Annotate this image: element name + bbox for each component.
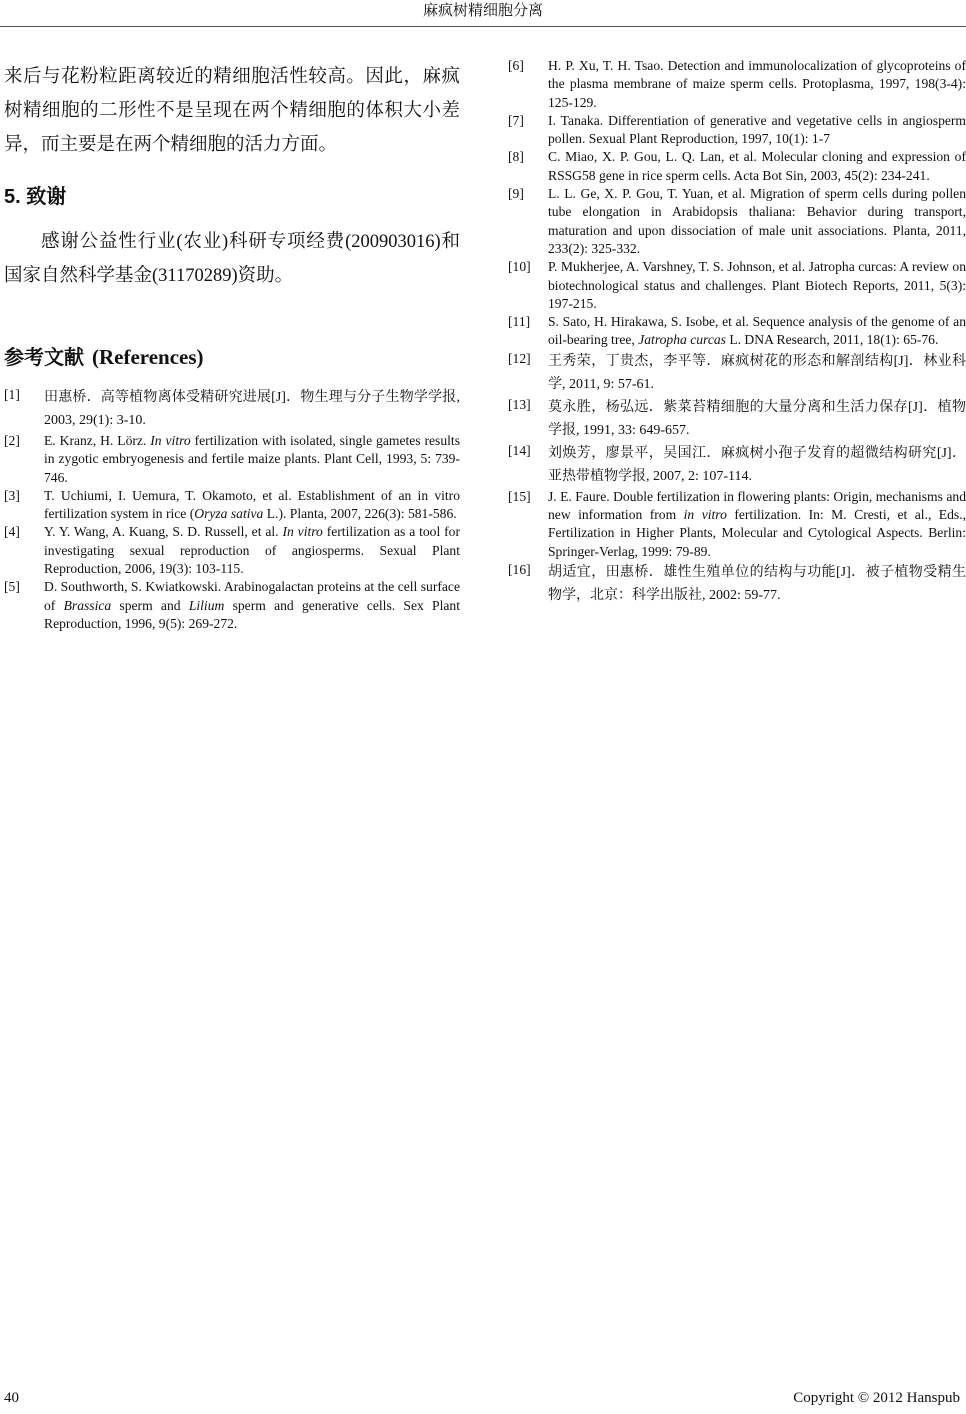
- reference-item: [508, 442, 966, 488]
- reference-number: [8]: [508, 149, 524, 165]
- reference-text: 刘焕芳，廖景平，吴国江．麻疯树小孢子发育的超微结构研究[J]．亚热带植物学报, 2007, 2: 107-114.: [548, 445, 966, 484]
- reference-number: [9]: [508, 186, 524, 202]
- reference-italic-term: In vitro: [282, 524, 323, 540]
- reference-text-segment: fertilization with isolated, single gametes results in zygotic embryogenesis and fertile maize plants. Plant Cell, 1993, 5: 739-746.: [44, 433, 460, 485]
- reference-item: [4, 578, 460, 633]
- reference-text-segment: L. DNA Research, 2011, 18(1): 65-76.: [725, 332, 939, 348]
- reference-number: [16]: [508, 561, 531, 577]
- reference-text: [548, 185, 966, 258]
- ack-heading: 5. 致谢: [4, 186, 67, 208]
- reference-text: [548, 488, 966, 561]
- reference-text-segment: T. Uchiumi, I. Uemura, T. Okamoto, et al. Establishment of an in vitro fertilization system in rice (: [44, 487, 460, 522]
- reference-text: 莫永胜，杨弘远．紫菜苔精细胞的大量分离和生活力保存[J]．植物学报, 1991, 33: 649-657.: [548, 399, 966, 438]
- reference-text: [548, 258, 966, 313]
- left-column: [4, 60, 460, 633]
- reference-number: [2]: [4, 433, 20, 448]
- references-heading-zh: 参考文献: [4, 347, 84, 369]
- page-number: 40: [4, 1390, 19, 1406]
- reference-text-segment: E. Kranz, H. Lörz.: [44, 433, 151, 448]
- reference-item: [508, 57, 966, 112]
- reference-text: [548, 57, 966, 112]
- reference-item: [4, 487, 460, 524]
- reference-number: [10]: [508, 259, 531, 275]
- reference-text-segment: fertilization. In: M. Cresti, et al., Eds., Fertilization in Higher Plants, Molecular and Cytological Aspects. Berlin: Springer-Verlag, 1999: 79-89.: [548, 507, 966, 559]
- reference-item: [508, 488, 966, 561]
- reference-italic-term: Oryza sativa: [194, 506, 264, 522]
- reference-text: [44, 578, 460, 633]
- references-heading-en: (References): [92, 345, 204, 369]
- reference-italic-term: Lilium: [188, 597, 225, 613]
- reference-text-segment: L.). Planta, 2007, 226(3): 581-586.: [263, 506, 457, 522]
- reference-text: [44, 523, 460, 578]
- running-header-title: 麻疯树精细胞分离: [422, 3, 543, 19]
- reference-text: [548, 112, 966, 149]
- reference-text-segment: L. L. Ge, X. P. Gou, T. Yuan, et al. Migration of sperm cells during pollen tube elongation in Arabidopsis thaliana: Behavior during transport, maturation and upon dissociation of male unit associations. Planta, 2011, 233(2): 325-332.: [548, 186, 966, 256]
- reference-item: [508, 258, 966, 313]
- reference-item: [508, 313, 966, 350]
- reference-number: [4]: [4, 524, 20, 540]
- reference-italic-term: Brassica: [63, 597, 112, 613]
- reference-item: [508, 396, 966, 442]
- reference-text-segment: P. Mukherjee, A. Varshney, T. S. Johnson, et al. Jatropha curcas: A review on biotechnological status and challenges. Plant Biotech Reports, 2011, 5(3): 197-215.: [548, 259, 966, 311]
- reference-item: [508, 561, 966, 607]
- reference-item: [4, 523, 460, 578]
- reference-text-segment: H. P. Xu, T. H. Tsao. Detection and immunolocalization of glycoproteins of the plasma membrane of maize sperm cells. Protoplasma, 1997, 198(3-4): 125-129.: [548, 58, 966, 110]
- reference-text: [44, 432, 460, 487]
- reference-text-segment: sperm and: [111, 597, 189, 613]
- reference-list-left: [4, 386, 460, 633]
- reference-number: [1]: [4, 387, 20, 402]
- reference-item: [4, 432, 460, 487]
- reference-number: [5]: [4, 579, 20, 595]
- reference-italic-term: Jatropha curcas: [638, 332, 726, 348]
- reference-number: [6]: [508, 58, 524, 73]
- reference-text-segment: S. Sato, H. Hirakawa, S. Isobe, et al. Sequence analysis of the genome of an oil-bearing tree,: [548, 314, 966, 348]
- reference-text: [548, 313, 966, 350]
- reference-item: [508, 350, 966, 396]
- reference-list-right: [508, 57, 966, 607]
- reference-number: [11]: [508, 314, 531, 330]
- reference-item: [4, 386, 460, 432]
- reference-italic-term: In vitro: [150, 433, 191, 448]
- reference-text-segment: fertilization as a tool for investigating sexual reproduction of angiosperms. Sexual Plant Reproduction, 2006, 19(3): 103-115.: [44, 524, 460, 577]
- reference-text-segment: D. Southworth, S. Kwiatkowski. Arabinogalactan proteins at the cell surface of: [44, 579, 460, 613]
- right-column: [508, 57, 966, 607]
- reference-item: [508, 148, 966, 185]
- references-heading: [4, 341, 460, 370]
- reference-number: [15]: [508, 488, 531, 504]
- reference-italic-term: in vitro: [683, 507, 727, 523]
- reference-text: 田惠桥．高等植物离体受精研究进展[J]．物生理与分子生物学学报, 2003, 29(1): 3-10.: [44, 390, 460, 428]
- reference-text-segment: I. Tanaka. Differentiation of generative and vegetative cells in angiosperm pollen. Sexual Plant Reproduction, 1997, 10(1): 1-7: [548, 112, 966, 147]
- copyright-notice: Copyright © 2012 Hanspub: [793, 1390, 960, 1406]
- reference-text-segment: Y. Y. Wang, A. Kuang, S. D. Russell, et al.: [44, 524, 283, 540]
- reference-text-segment: C. Miao, X. P. Gou, L. Q. Lan, et al. Molecular cloning and expression of RSSG58 gene in rice sperm cells. Acta Bot Sin, 2003, 45(2): 234-241.: [548, 149, 966, 183]
- reference-text-segment: sperm and generative cells. Sex Plant Reproduction, 1996, 9(5): 269-272.: [44, 597, 460, 631]
- reference-item: [508, 185, 966, 258]
- reference-text: [44, 487, 460, 524]
- reference-number: [3]: [4, 487, 20, 503]
- reference-item: [508, 112, 966, 149]
- intro-paragraph: 来后与花粉粒距离较近的精细胞活性较高。因此，麻疯树精细胞的二形性不是呈现在两个精细胞的体积大小差异，而主要是在两个精细胞的活力方面。: [4, 67, 460, 155]
- running-header: [0, 0, 966, 27]
- reference-number: [7]: [508, 112, 524, 128]
- ack-paragraph: 感谢公益性行业(农业)科研专项经费(200903016)和国家自然科学基金(31170289)资助。: [4, 232, 460, 286]
- reference-number: [14]: [508, 442, 531, 458]
- reference-text: 王秀荣，丁贵杰，李平等．麻疯树花的形态和解剖结构[J]．林业科学, 2011, 9: 57-61.: [548, 353, 966, 392]
- reference-text: [548, 148, 966, 185]
- reference-number: [12]: [508, 350, 531, 366]
- reference-text-segment: J. E. Faure. Double fertilization in flowering plants: Origin, mechanisms and new information from: [548, 488, 966, 523]
- reference-text: 胡适宜，田惠桥．雄性生殖单位的结构与功能[J]．被子植物受精生物学，北京：科学出版社, 2002: 59-77.: [548, 564, 966, 603]
- reference-number: [13]: [508, 396, 531, 412]
